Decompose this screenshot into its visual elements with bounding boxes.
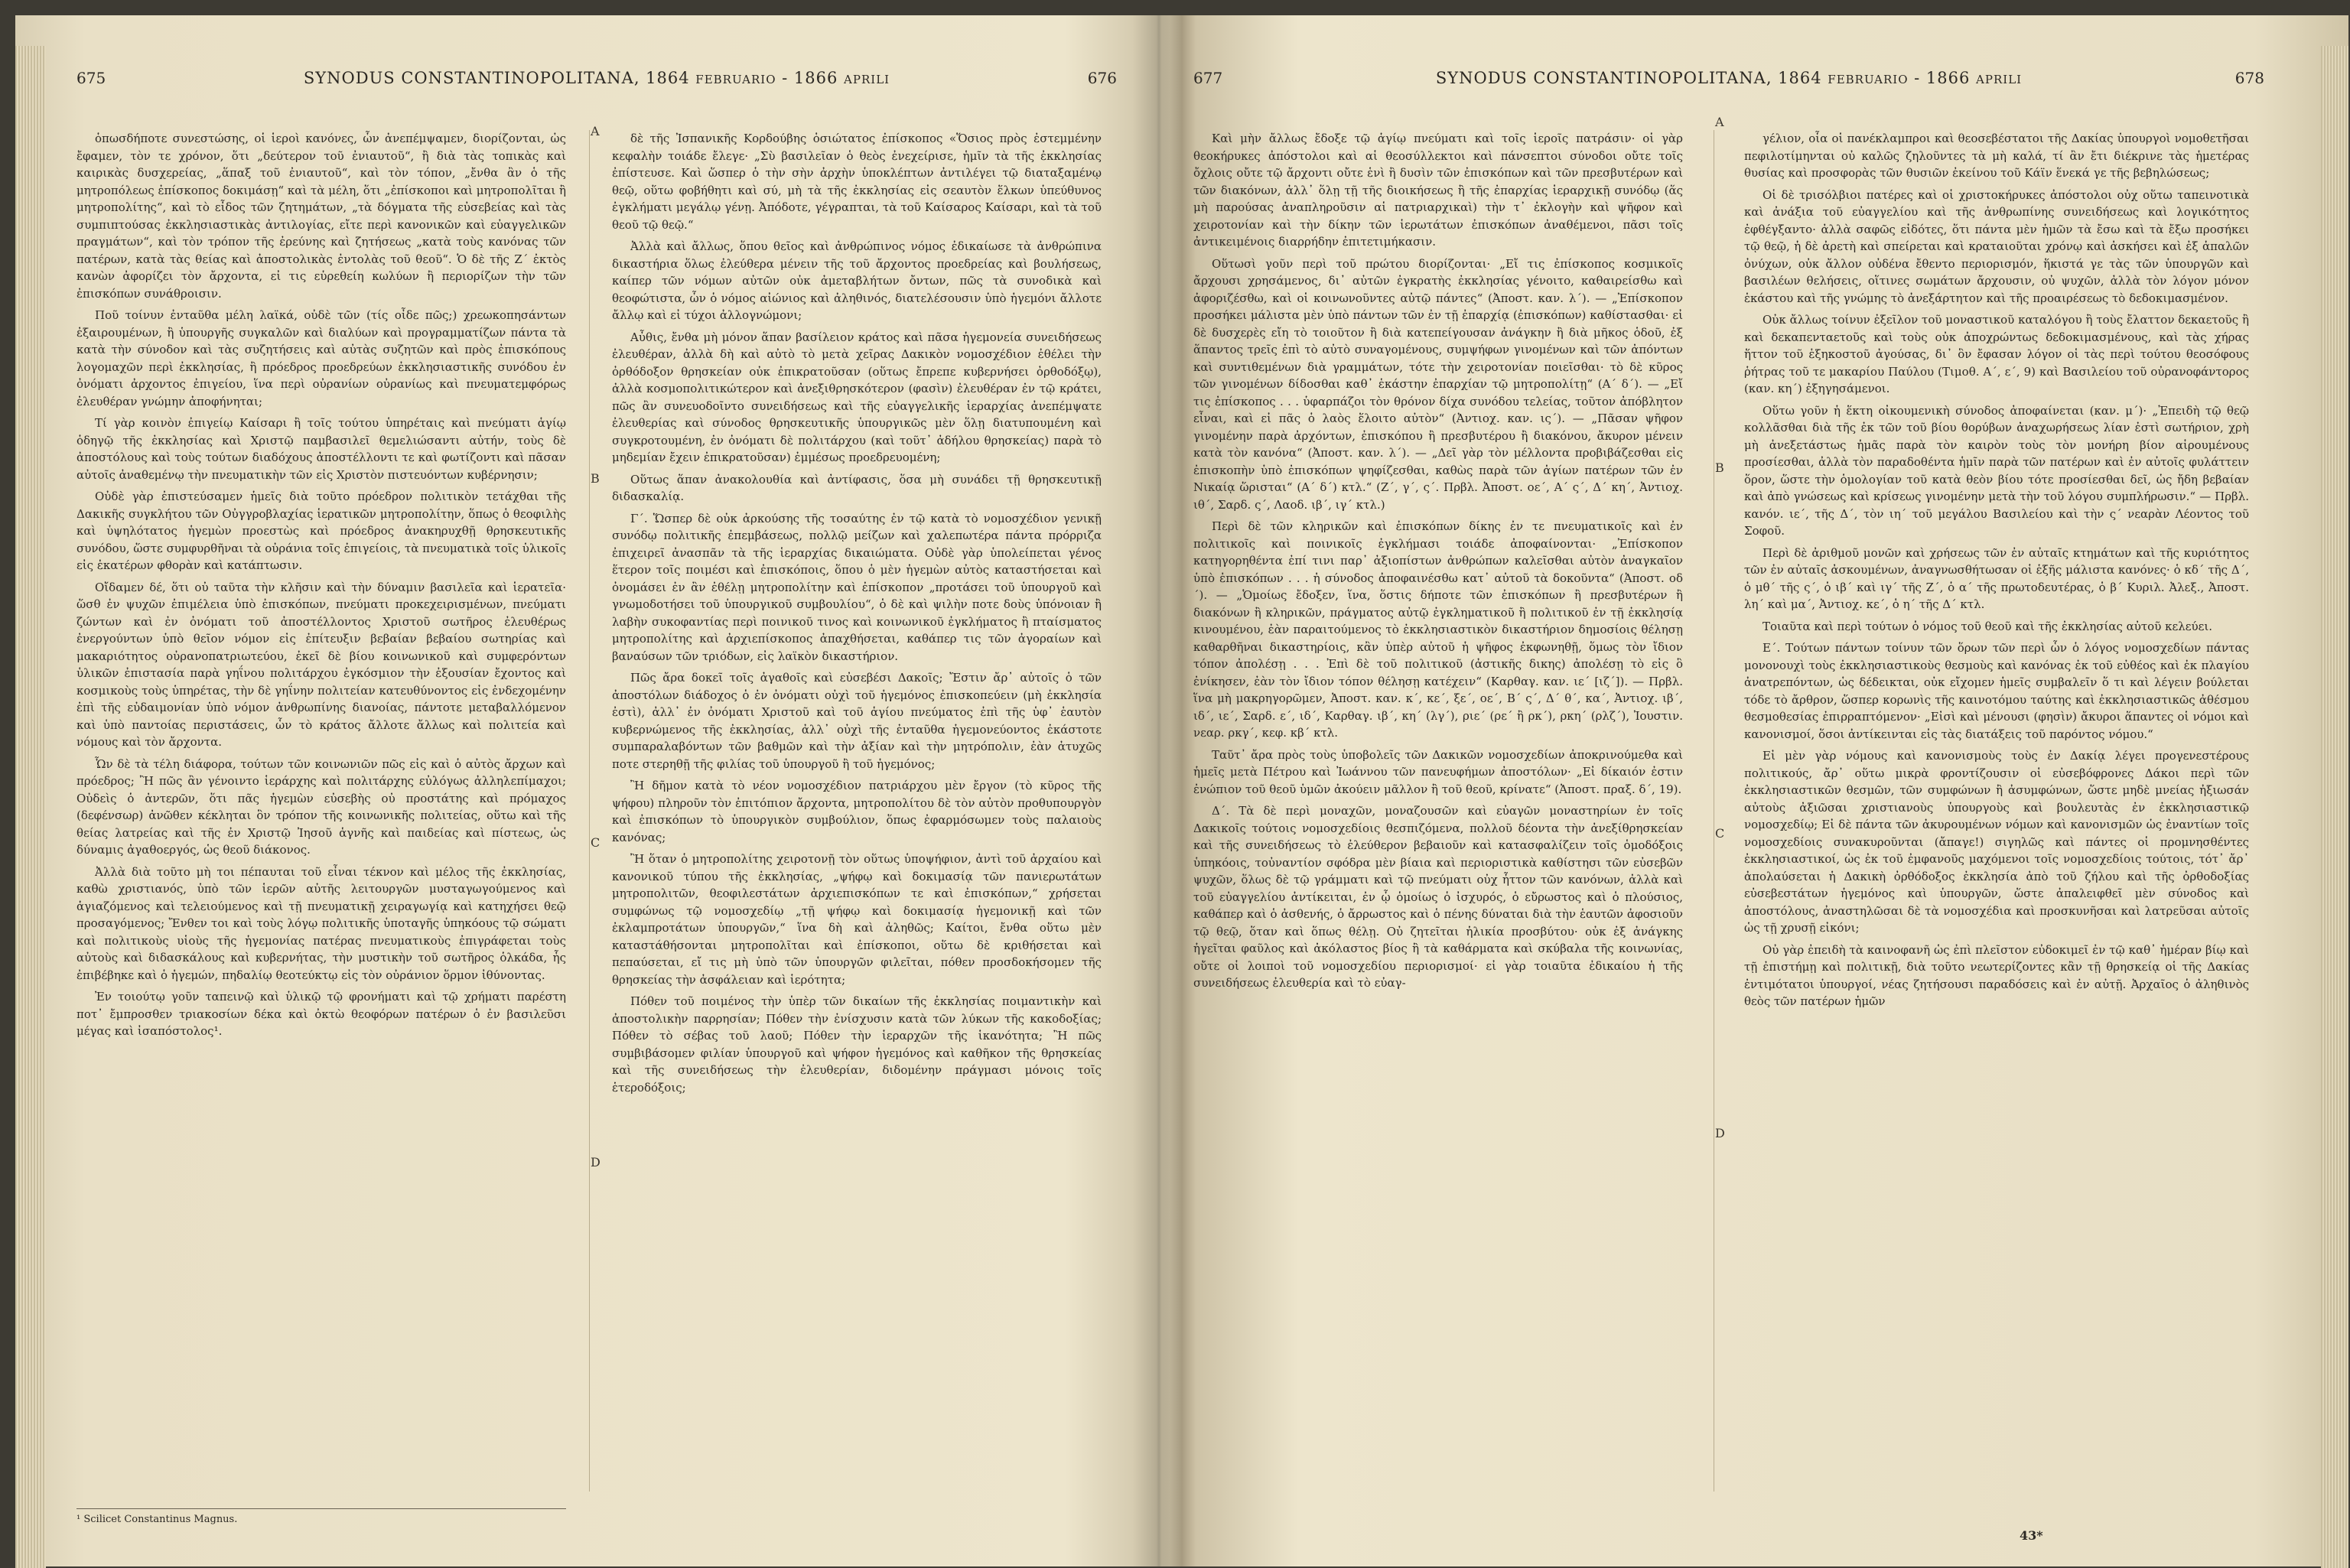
left-running-head	[76, 69, 1117, 99]
paragraph: Γ´. Ὥσπερ δὲ οὐκ ἀρκούσης τῆς τοσαύτης ἐν τῷ κατὰ τὸ νομοσχέδιον γενικῇ συνόδῳ πολιτικῆς ἐπεμβάσεως, πολλῷ μείζων καὶ χαλεπωτέρα πάντα πρόρριζα ἐπιχειρεῖ ἀνασπᾶν τὰ τῆς ἱεραρχίας δικαιώματα. Οὐδὲ γὰρ ὑπολείπεται γένος ἕτερον τοῖς ποιμέσι καὶ ἐπισκόποις, ὅπου ὁ μὲν ἡγεμὼν αὐτὸς καταστήσεται καὶ ὀνομάσει ἐν ἂν ἐθέλῃ μητροπολίτην καὶ ἐπίσκοπον „προτάσει τοῦ ὑπουργοῦ καὶ γνωμοδοτήσει τοῦ ὑπουργικοῦ συμβουλίου“, ὁ δὲ καὶ ψιλὴν ποτε δοὺς ὑπόνοιαν ἢ λαβὴν συκοφαντίας περὶ ποινικοῦ τινος καὶ κοινωνικοῦ ἐγκλήματος ἢ πταίσματος μητροπολίτης καὶ ἀρχιεπίσκοπος ἀπαχθήσεται, καθάπερ τις τῶν ἀγοραίων καὶ βαναύσων τῶν τριόδων, εἰς λαϊκὸν δικαστήριον.	[612, 511, 1102, 663]
paragraph: Καὶ μὴν ἄλλως ἔδοξε τῷ ἁγίῳ πνεύματι καὶ τοῖς ἱεροῖς πατράσιν· οἱ γὰρ θεοκήρυκες ἀπόστολοι καὶ αἱ θεοσύλλεκτοι καὶ πάνσεπτοι σύνοδοι οὔτε τοῖς ὄχλοις οὔτε τῷ ἄρχοντι οὔτε ἑνὶ ἢ δυσὶν τῶν ἐπισκόπων καὶ τῶν πρεσβυτέρων καὶ τῶν διακόνων, ἀλλ᾽ ὅλῃ τῇ τῆς διοικήσεως ἢ τῆς ἐπαρχίας ἱεραρχικῇ συνόδῳ (ἅς μὴ παρούσας ἀναπληροῦσιν αἱ πατριαρχικαὶ) τὴν τ᾽ ἐκλογὴν καὶ ψῆφον καὶ χειροτονίαν καὶ τὴν δίκην τῶν ἱερωτάτων ἐπισκόπων ἀναθέμενοι, πᾶσι τοῖς ἀντικειμένοις διαρρήδην ἐπιτετιμήκασιν.	[1193, 132, 1683, 249]
margin-letter-d: D	[591, 1155, 601, 1169]
paragraph: Οὕτωσὶ γοῦν περὶ τοῦ πρώτου διορίζονται· „Εἴ τις ἐπίσκοπος κοσμικοῖς ἄρχουσι χρησάμενος, δι᾽ αὐτῶν ἐγκρατὴς ἐκκλησίας γένοιτο, καθαιρείσθω καὶ ἀφοριζέσθω, καὶ οἱ κοινωνοῦντες αὐτῷ πάντες“ (Ἀποστ. καν. λ´). — „Ἐπίσκοπον προσήκει μάλιστα μὲν ὑπὸ πάντων τῶν ἐν τῇ ἐπαρχίᾳ (ἐπισκόπων) καθίστασθαι· εἰ δὲ δυσχερὲς εἴη τὸ τοιοῦτον ἢ διὰ κατεπείγουσαν ἀνάγκην ἢ διὰ μῆκος ὁδοῦ, ἐξ ἅπαντος τρεῖς ἐπὶ τὸ αὐτὸ συναγομένους, συμψήφων γινομένων καὶ τῶν ἀπόντων καὶ συντιθεμένων διὰ γραμμάτων, τότε τὴν χειροτονίαν ποιεῖσθαι· τὸ δὲ κῦρος τῶν γινομένων δίδοσθαι καθ᾽ ἑκάστην ἐπαρχίαν τῷ μητροπολίτῃ“ (Α´ δ´). — „Εἴ τις ἐπίσκοπος . . . ὑφαρπάζοι τὸν θρόνον δίχα συνόδου τελείας, τοῦτον ἀπόβλητον εἶναι, καὶ εἰ πᾶς ὁ λαὸς ἕλοιτο αὐτὸν“ (Ἀντιοχ. καν. ις´). — „Πᾶσαν ψῆφον γινομένην παρὰ ἀρχόντων, ἐπισκόπου ἢ πρεσβυτέρου ἢ διακόνου, ἄκυρον μένειν κατὰ τὸν κανόνα“ (Ἀποστ. καν. λ´). — „Δεῖ γὰρ τὸν μέλλοντα προβιβάζεσθαι εἰς ἐπισκοπὴν ὑπὸ ἐπισκόπων ψηφίζεσθαι, καθὼς παρὰ τῶν ἁγίων πατέρων τῶν ἐν Νικαίᾳ ὥρισται“ (Α´ δ´) κτλ.“ (Ζ´, γ´, ς´. Πρβλ. Ἀποστ. οε´, Α´ ς´, Δ´ κη´, Ἀντιοχ. ιθ´, Σαρδ. ς´, Λαοδ. ιβ´, ιγ´ κτλ.)	[1193, 256, 1683, 512]
left-page-column-2	[612, 130, 1102, 1492]
footnote: ¹ Scilicet Constantinus Magnus.	[76, 1508, 566, 1525]
paragraph: Ἐν τοιούτῳ γοῦν ταπεινῷ καὶ ὑλικῷ τῷ φρονήματι καὶ τῷ χρήματι παρέστη ποτ᾽ ἔμπροσθεν τριακοσίων δέκα καὶ ὀκτὼ θεοφόρων πατέρων ὁ ἐν βασιλεῦσι μέγας καὶ ἰσαπόστολος¹.	[76, 990, 566, 1038]
running-title: SYNODUS CONSTANTINOPOLITANA, 1864 februario - 1866 aprili	[303, 69, 890, 87]
margin-letter-a: A	[1715, 115, 1724, 129]
page-edges-right	[2321, 46, 2348, 1568]
paragraph: Οὐδὲ γὰρ ἐπιστεύσαμεν ἡμεῖς διὰ τοῦτο πρόεδρον πολιτικὸν τετάχθαι τῆς Δακικῆς συγκλήτου τῶν Οὐγγροβλαχίας ἱερατικῶν μητροπολίτην, ὅπως ὁ θεοφιλὴς καὶ ὑψηλότατος ἡγεμὼν προεστὼς καὶ πρόεδρος ἀνακηρυχθῇ θρησκευτικῆς συνόδου, ὥστε συμφυρθῆναι τὰ οὐράνια τοῖς ἐπιγείοις, τὰ πνευματικὰ τοῖς ὑλικοῖς εἰς ἑκατέρων φθορὰν καὶ κατάπτωσιν.	[76, 490, 566, 572]
paragraph: Ἀλλὰ καὶ ἄλλως, ὅπου θεῖος καὶ ἀνθρώπινος νόμος ἐδικαίωσε τὰ ἀνθρώπινα δικαστήρια ὅλως ἐλεύθερα μένειν τῆς τοῦ ἄρχοντος προεδρείας καὶ βουλήσεως, καίπερ τῶν νόμων αὐτῶν οὐκ ἀμεταβλήτων ὄντων, πῶς τὰ συνοδικὰ καὶ θεοφώτιστα, ὧν ὁ νόμος αἰώνιος καὶ ἀληθινός, διατελέσουσιν ὑπὸ ἡγεμόνι ἄλλοτε ἄλλῳ καὶ εἰ τύχοι ἀλλογνώμονι;	[612, 239, 1102, 322]
paragraph: Ἢ δῆμον κατὰ τὸ νέον νομοσχέδιον πατριάρχου μὲν ἔργον (τὸ κῦρος τῆς ψήφου) πληροῦν τὸν ἐπιτόπιον ἄρχοντα, μητροπολίτου δὲ τὸν αὐτὸν προθυπουργὸν καὶ ἐπισκόπων τὸ ὑπουργικὸν συμβούλιον, ὅπως ἐφαρμόσωμεν τοὺς παλαιοὺς κανόνας;	[612, 779, 1102, 844]
right-running-head	[1193, 69, 2264, 99]
paragraph: Τοιαῦτα καὶ περὶ τούτων ὁ νόμος τοῦ θεοῦ καὶ τῆς ἐκκλησίας αὐτοῦ κελεύει.	[1762, 619, 2213, 633]
page-number-675: 675	[76, 69, 106, 87]
paragraph: Πόθεν τοῦ ποιμένος τὴν ὑπὲρ τῶν δικαίων τῆς ἐκκλησίας ποιμαντικὴν καὶ ἀποστολικὴν παρρησίαν; Πόθεν τὴν ἐνίσχυσιν κατὰ τῶν λύκων τῆς κακοδοξίας; Πόθεν τὸ σέβας τοῦ λαοῦ; Πόθεν τὴν ἱεραρχῶν τῆς ἱκανότητα; Ἢ πῶς συμβιβάσομεν φιλίαν ὑπουργοῦ καὶ ψήφον ἡγεμόνος καὶ καθῆκον τῆς θρησκείας καὶ τῆς συνειδήσεως τὴν ἐλευθερίαν, διδομένην πράγμασι μόνοις τοῖς ἑτεροδόξοις;	[612, 994, 1102, 1095]
paragraph: Τί γὰρ κοινὸν ἐπιγείῳ Καίσαρι ἢ τοῖς τούτου ὑπηρέταις καὶ πνεύματι ἁγίῳ ὁδηγῷ τῆς ἐκκλησίας καὶ Χριστῷ παμβασιλεῖ θεμελιώσαντι αὐτήν, τοὺς δὲ ἀποστόλους καὶ τοὺς τούτων διαδόχους ἀποστέλλοντι τε καὶ φωτίζοντι καὶ πᾶσαν αὐτοῖς ἀναθεμένῳ τὴν πνευματικὴν τῶν εἰς Χριστὸν πιστευόντων κυβέρνησιν;	[76, 416, 566, 482]
paragraph: Οὐκ ἄλλως τοίνυν ἐξεῖλον τοῦ μοναστικοῦ καταλόγου ἢ τοὺς ἔλαττον δεκαετοῦς ἢ καὶ δεκαπενταετοῦς καὶ τοὺς οὐκ ἀποχρώντως δεδοκιμασμένους, καὶ τὰς χήρας ἥττον τοῦ ἑξηκοστοῦ ἀγούσας, δι᾽ ὃν ἔφασαν λόγον οἱ τὰς περὶ τούτου θεοσόφους ῥήτρας τοῦ τε μακαρίου Παύλου (Τιμοθ. Α´, ε´, 9) καὶ Βασιλείου τοῦ οὐρανοφάντορος (καν. κη´) ἐξηγησάμενοι.	[1744, 313, 2249, 395]
margin-letter-d: D	[1715, 1126, 1725, 1140]
paragraph: Ποῦ τοίνυν ἐνταῦθα μέλη λαϊκά, οὐδὲ τῶν (τίς οἶδε πῶς;) χρεωκοπησάντων ἐξαιρουμένων, ἢ ὑπουργῆς συγκαλῶν καὶ διαλύων καὶ προγραμματίζων πάντα τὰ κατὰ τὴν σύνοδον καὶ τὰς συζητήσεις καὶ αὐτὰς συζητῶν καὶ πρὸς ἐπισκόπους λογομαχῶν περὶ ἐκκλησίας, ἢ πρόεδρος προεδρεύων ἐκκλησιαστικῆς συνόδου ἐν ὀνόματι ἀρχοντος ἐπιγείου, ἵνα περὶ οὐρανίων οὐρανίως καὶ πνευματεμφόρως ἐλευθέραν γνώμην ἀποφήνηται;	[76, 308, 566, 408]
right-page-column-1	[1193, 130, 1683, 1492]
right-page	[1178, 15, 2280, 1566]
margin-letter-b: B	[591, 471, 600, 486]
paragraph: Αὖθις, ἔνθα μὴ μόνον ἅπαν βασίλειον κράτος καὶ πᾶσα ἡγεμονεία συνειδήσεως ἐλευθέραν, ἀλλὰ δὴ καὶ αὐτὸ τὸ μετὰ χεῖρας Δακικὸν νομοσχέδιον ἐθέλει τὴν ὀρθόδοξον θρησκείαν οὐκ ἐπικρατοῦσαν (οὕτως ἔπρεπε κυβερνήσει ὀρθοδόξῳ), ἀλλὰ κοσμοπολιτικώτερον καὶ ἀνεξιθρησκότερον (φασὶν) ἐλευθέραν ἐν τῷ κράτει, πῶς ἂν συνευοδοῖντο συνειδήσεως καὶ τῆς εὐαγγελικῆς ἱεραρχίας ἀνεπέμψατε ἐλευθερίας καὶ σύνοδος θρησκευτικῆς ὑπουργικῶς μὲν ὅλῃ διατυπουμένη καὶ συγκροτουμένη, ἐν ὀνόματι δὲ πολιτάρχου (καὶ τοῦτ᾽ ἀδήλου θρησκείας) παρὰ τὸ μηδεμίαν ἔχειν ἐπικρατοῦσαν) ἐμμέσως προεδρευομένη;	[612, 330, 1102, 464]
paragraph: Οἱ δὲ τρισόλβιοι πατέρες καὶ οἱ χριστοκήρυκες ἀπόστολοι οὐχ οὕτω ταπεινοτικὰ καὶ ἀνάξια τοῦ εὐαγγελίου καὶ τῆς ἀνθρωπίνης συνειδήσεως καὶ λογικότητος ἐφθέγξαντο· ἀλλὰ σαφῶς εἰδότες, ὅτι πάντα μὲν ἡμῶν τὰ ἔσω καὶ τὰ ἔξω προσήκει τῷ θεῷ, ἡ δὲ ἀρετὴ καὶ σπείρεται καὶ κραταιοῦται χρόνῳ καὶ ἀσκήσει καὶ ἐξ ἁπαλῶν ὀνύχων, οὐκ ἄλλον οὐδένα ἔθεντο περιορισμόν, ἥκιστά γε τὰς τῶν ὑπουργῶν καὶ βασιλέων θελήσεις, οἵτινες σωμάτων ἄρχουσιν, οὐ ψυχῶν, ἀλλὰ τὸν λόγον μόνον ἑκάστου καὶ τῆς γνώμης τὸ ἀνεξάρτητον καὶ τῆς προαιρέσεως τὸ δεδοκιμασμένον.	[1744, 187, 2249, 305]
page-number-678: 678	[2234, 69, 2264, 87]
paragraph: Οὐ γὰρ ἐπειδὴ τὰ καινοφανῆ ὡς ἐπὶ πλεῖστον εὐδοκιμεῖ ἐν τῷ καθ᾽ ἡμέραν βίῳ καὶ τῇ ἐπιστήμῃ καὶ πολιτικῇ, διὰ τοῦτο νεωτερίζοντες κἂν τῇ θρησκείᾳ οἱ τῆς Δακίας ἐντιμότατοι ὑπουργοί, νέας ζητήσουσι παραδόσεις καὶ ἐν αὐτῇ. Ἀρχαῖος ὁ ἀληθινὸς θεὸς τῶν πατέρων ἡμῶν	[1744, 942, 2249, 1008]
paragraph: Ε´. Τούτων πάντων τοίνυν τῶν ὅρων τῶν περὶ ὧν ὁ λόγος νομοσχεδίων πάντας μονονουχὶ τοὺς ἐκκλησιαστικοὺς θεσμοὺς καὶ κανόνας ἐκ τοῦ εὐθέος καὶ ἐκ πλαγίου ἀνατρεπόντων, ὡς δέδεικται, οὐκ εἴχομεν ἡμεῖς συμβαλεῖν ὅ τι καὶ λέγειν βούλεται τόδε τὸ ἄρθρον, ὥσπερ κορωνὶς τῆς καινοτόμου ταύτης καὶ ἐκκλησιαστικῶς ἀθέσμου θεσμοθεσίας ἐπιρραπτόμενον· „Εἰσὶ καὶ μένουσι (φησὶν) ἄκυροι ἅπαντες οἱ νόμοι καὶ κανονισμοί, ὅσοι ἀντίκεινται εἰς τὰς διατάξεις τοῦ παρόντος νόμου.“	[1744, 641, 2249, 741]
margin-letter-b: B	[1715, 460, 1724, 475]
page-edges-left	[15, 46, 46, 1568]
paragraph: Ταῦτ᾽ ἄρα πρὸς τοὺς ὑποβολεῖς τῶν Δακικῶν νομοσχεδίων ἀποκρινούμεθα καὶ ἡμεῖς μετὰ Πέτρου καὶ Ἰωάννου τῶν πανευφήμων ἀποστόλων· „Εἰ δίκαιόν ἐστιν ἐνώπιον τοῦ θεοῦ ὑμῶν ἀκούειν μᾶλλον ἢ τοῦ θεοῦ, κρίνατε“ (Ἀποστ. πραξ. δ´, 19).	[1193, 747, 1683, 796]
paragraph: Περὶ δὲ ἀριθμοῦ μονῶν καὶ χρήσεως τῶν ἐν αὐταῖς κτημάτων καὶ τῆς κυριότητος τῶν ἐν αὐταῖς ἀσκουμένων, ἀναγνωσθήτωσαν οἱ ἑξῆς μάλιστα κανόνες· ὁ κδ´ τῆς Δ´, ὁ μθ´ τῆς ς´, ὁ ιβ´ καὶ ιγ´ τῆς Ζ´, ὁ α´ τῆς πρωτοδευτέρας, ὁ β´ Κυριλ. Ἀλεξ., Ἀποστ. λη´ καὶ μα´, Ἀντιοχ. κε´, ὁ η´ τῆς Δ´ κτλ.	[1744, 545, 2249, 611]
margin-letter-c: C	[591, 835, 601, 850]
signature-mark: 43*	[2020, 1528, 2043, 1543]
margin-letter-c: C	[1715, 826, 1725, 841]
paragraph: Οὕτω γοῦν ἡ ἕκτη οἰκουμενικὴ σύνοδος ἀποφαίνεται (καν. μ´)· „Ἐπειδὴ τῷ θεῷ κολλᾶσθαι διὰ τῆς ἐκ τῶν τοῦ βίου θορύβων ἀναχωρήσεως λίαν ἐστὶ σωτήριον, χρὴ μὴ ἀνεξετάστως ἡμᾶς παρὰ τὸν καιρὸν τοὺς τὸν μονήρη βίον αἱρουμένους προσίεσθαι, ἀλλὰ τὸν παραδοθέντα ἡμῖν παρὰ τῶν πατέρων καὶ ἐν αὐτοῖς φυλάττειν ὅρον, ὥστε τὴν ὁμολογίαν τοῦ κατὰ θεὸν βίου τότε προσίεσθαι δεῖ, ὡς ἤδη βεβαίαν καὶ ἀπὸ γνώσεως καὶ κρίσεως γινομένην μετὰ τὴν τοῦ λόγου συμπλήρωσιν.“ — Πρβλ. κανόν. ιε´, τῆς Δ´, τὸν ιη´ τοῦ μεγάλου Βασιλείου καὶ τὴν ς´ νεαρὰν Λέοντος τοῦ Σοφοῦ.	[1744, 403, 2249, 538]
paragraph: Οὕτως ἅπαν ἀνακολουθία καὶ ἀντίφασις, ὅσα μὴ συνάδει τῇ θρησκευτικῇ διδασκαλίᾳ.	[612, 472, 1102, 503]
open-book	[15, 15, 2348, 1566]
paragraph: Δ´. Τὰ δὲ περὶ μοναχῶν, μοναζουσῶν καὶ εὐαγῶν μοναστηρίων ἐν τοῖς Δακικοῖς τούτοις νομοσχεδίοις θεσπιζόμενα, πολλοῦ δέοντα τὴν ἀνεξίθρησκείαν καὶ τῆς συνειδήσεως τὸ ἐλεύθερον βεβαιοῦν καὶ κατασφαλίζειν τοῖς ὁμοδόξοις ὑπηκόοις, τοὐναντίον σφόδρα μὲν βίαια καὶ περιοριστικὰ καθίστησι τῶν εὐσεβῶν ψυχῶν, ὅλως δὲ τῷ γράμματι καὶ τῷ πνεύματι οὐχ ἧττον τῶν κανόνων, ἀλλὰ καὶ τοῦ εὐαγγελίου ἀντίκειται, ἐν ᾧ ὁμοίως ὁ ἰσχυρός, ὁ εὔρωστος καὶ ὁ πλούσιος, καθάπερ καὶ ὁ ἀσθενής, ὁ ἄρρωστος καὶ ὁ πένης δύναται διὰ τὴν ἑαυτῶν ἀφοσιοῦν τῷ θεῷ, ὅταν καὶ ὅπως θέλῃ. Οὐ ζητεῖται ἡλικία προσβύτου· οὐκ ἐξ ἀνάγκης ἡγεῖται φαῦλος καὶ ἀκόλαστος βίος ἢ τὰ καθάρματα καὶ σκύβαλα τῆς κοινωνίας, οὔτε οἱ λοιποὶ τοῦ νομοσχεδίου περιορισμοί· εἰ γὰρ τοιαῦτα ἐδικαίου ἡ τῆς συνειδήσεως ἐλευθερία καὶ τὸ εὐαγ-	[1193, 804, 1683, 990]
paragraph: Ἢ ὅταν ὁ μητροπολίτης χειροτονῇ τὸν οὕτως ὑποψήφιον, ἀντὶ τοῦ ἀρχαίου καὶ κανονικοῦ τύπου τῆς ἐκκλησίας, „ψήφῳ καὶ δοκιμασίᾳ τῶν πανιερωτάτων μητροπολιτῶν, θεοφιλεστάτων ἀρχιεπισκόπων τε καὶ ἐπισκόπων,“ χρήσεται συμφώνως τῷ νομοσχεδίῳ „τῇ ψήφῳ καὶ δοκιμασίᾳ ἡγεμονικῇ καὶ τῶν ἐκλαμπροτάτων ὑπουργῶν,“ ἵνα δὴ καὶ ἀληθῶς; Καίτοι, ἔνθα οὕτω μὲν καταστάθήσονται μητροπολῖται καὶ ἐπίσκοποι, οὕτω δὲ κριθήσεται καὶ πεπαύσεται, εἴ τις μὴ ὑπὸ τῶν ὑπουργῶν φιλεῖται, πόθεν προσδοκήσομεν τῆς θρησκείας τὴν ἀσφάλειαν καὶ ἱερότητα;	[612, 852, 1102, 987]
paragraph: Περὶ δὲ τῶν κληρικῶν καὶ ἐπισκόπων δίκης ἐν τε πνευματικοῖς καὶ ἐν πολιτικοῖς καὶ ποινικοῖς ἐγκλήμασι τοιάδε ἀποφαίνονται· „Ἐπίσκοπον κατηγορηθέντα ἐπί τινι παρ᾽ ἀξιοπίστων ἀνθρώπων καλεῖσθαι αὐτὸν ἀναγκαῖον ὑπὸ ἐπισκόπων . . . ἡ σύνοδος ἀποφαινέσθω κατ᾽ αὐτοῦ τὰ δοκοῦντα“ (Ἀποστ. οδ´). — „Ὁμοίως ἔδοξεν, ἵνα, ὅστις δήποτε τῶν ἐπισκόπων ἢ πρεσβυτέρων ἢ διακόνων ἢ κληρικῶν, πράγματος αὐτῷ ἐγκληματικοῦ ἢ πολιτικοῦ ἐν τῇ ἐκκλησίᾳ κινουμένου, ἐὰν παραιτούμενος τὸ ἐκκλησιαστικὸν δικαστήριον δημοσίοις θέλησῃ καθαρθῆναι δικαστηρίοις, κἂν ὑπὲρ αὐτοῦ ἡ ψῆφος ἐκφωνηθῇ, ὅμως τὸν ἴδιον τόπον ἀπολέσῃ . . . Ἐπὶ δὲ τοῦ πολιτικοῦ (ἀστικῆς δικης) ἀπολέσῃ τὸ εἰς ὃ ἐνίκησεν, ἐὰν τὸν ἴδιον τόπον θέλησῃ κατέχειν“ (Καρθαγ. καν. ιε´ [ιζ´]). — Πρβλ. ἵνα μὴ μακρηγορῶμεν, Ἀποστ. καν. κ´, κε´, ξε´, οε´, Β´ ς´, Δ´ θ´, κα´, Ἀντιοχ. ιβ´, ιδ´, ιε´, Σαρδ. ε´, ιδ´, Καρθαγ. ιβ´, κη´ (λγ´), ριε´ (ρε´ ἢ ρκ´), ρκη´ (ρλζ´), Ἰουστιν. νεαρ. ρκγ´, κεφ. κβ´ κτλ.	[1193, 519, 1683, 740]
page-number-677: 677	[1193, 69, 1223, 87]
paragraph: Ὧν δὲ τὰ τέλη διάφορα, τούτων τῶν κοινωνιῶν πῶς εἰς καὶ ὁ αὐτὸς ἄρχων καὶ πρόεδρος; Ἢ πῶς ἂν γένοιντο ἱεράρχης καὶ πολιτάρχης εὐλόγως ἀλληλεπίμαχοι; Οὐδεὶς ὁ ἀντερῶν, ὅτι πᾶς ἡγεμὼν εὐσεβὴς οὐ προστάτης καὶ πρόμαχος (δεφένσωρ) ἀνῶθεν κέκληται ὃν τρόπον τῆς κοινωνικῆς πολιτείας, οὕτω καὶ τῆς θείας λατρείας καὶ τῆς ἐν Χριστῷ Ἰησοῦ ἁγνῆς καὶ παιδείας καὶ πίστεως, ὡς δύναμις ἀγαθοεργός, ὡς θεοῦ διάκονος.	[76, 756, 566, 857]
page-number-676: 676	[1087, 69, 1117, 87]
paragraph: Εἰ μὲν γὰρ νόμους καὶ κανονισμοὺς τοὺς ἐν Δακίᾳ λέγει προγενεστέρους πολιτικούς, ἄρ᾽ οὕτω μικρὰ φροντίζουσιν οἱ εὐσεβόφρονες Δάκοι περὶ τῶν ἐκκλησιαστικῶν θεσμῶν, τῶν συμφώνων ἢ ἀσυμφώνων, ὥστε μηδὲ μνείας ἠξιωσάν αὐτοὺς ἀξιῶσαι χριστιανοὺς ὑπουργοὺς καὶ βουλευτὰς ἐν ἐκκλησιαστικῷ νομοσχεδίῳ; Εἰ δὲ πάντα τῶν ἀκυρουμένων νόμων καὶ κανονισμῶν ὡς ἐναντίων τοῖς νομοσχεδίοις συνακυροῦνται (ἄπαγε!) σιγηλῶς καὶ πάντες οἱ προμνησθέντες ἐκκλησιαστικοί, ὡς ἐκ τοῦ ἐμφανοῦς μαχόμενοι τοῖς νομοσχεδίοις τούτοις, τότ᾽ ἄρ᾽ ἀπολαύσεται ἡ Δακικὴ ὀρθόδοξος ἐκκλησία ἀπὸ τοῦ ζήλου καὶ τῆς ὀρθοδοξίας εὐσεβεστάτων ἡγεμόνος καὶ ὑπουργῶν, ὥστε ἀπαλειφθεῖ μὲν σύνοδος καὶ ἀποστόλους, ἀναστηλῶσαι δὲ τὰ νομοσχέδια καὶ προσκυνῆσαι καὶ λατρεῦσαι αὐτοῖς ὡς τῇ χρυσῇ εἰκόνι;	[1744, 749, 2249, 935]
running-title: SYNODUS CONSTANTINOPOLITANA, 1864 februario - 1866 aprili	[1435, 69, 2023, 87]
paragraph: Οἴδαμεν δέ, ὅτι οὐ ταῦτα τὴν κλῆσιν καὶ τὴν δύναμιν βασιλεῖα καὶ ἱερατεῖα· ὥσθ ἐν ψυχῶν ἐπιμέλεια ὑπὸ ἐπισκόπων, πνεύματι προκεχειρισμένων, πνεύματι ζώντων καὶ ἐν ὀνόματι τοῦ ἀποστέλλοντος Χριστοῦ σωτῆρος ἐλευθέρως ἐνεργούντων ὑπὸ θεῖον νόμον εἰς ἐπίτευξιν βεβαίαν βεβαίου σωτηρίας καὶ μακαριότητος οὐρανοπατριωτεύου, ἐκεῖ δὲ βίου κοινωνικοῦ καὶ συμφερόντων ὑλικῶν ἐπιστασία παρὰ γηΐνου πολιτάρχου ἐγκόσμιον τὴν ἐξουσίαν ἔχοντος καὶ κοσμικοὺς τοὺς ὑπηρέτας, τὴν δὲ γηΐνην πολιτείαν κατευθύνοντος εἰς ἐνδεχομένην ἐπὶ τῆς εὐδαιμονίαν ὑπὸ νόμον ἀνθρωπίνης διανοίας, πάντοτε μεταβαλλόμενον καὶ ὑπὸ παντοίας περιστάσεις, ὧν τὸ κράτος ἄλλοτε ἄλλως καὶ πολιτεία καὶ νόμους καὶ τὸν ἄρχοντα.	[76, 580, 566, 749]
paragraph: γέλιον, οἷα οἱ πανέκλαμπροι καὶ θεοσεβέστατοι τῆς Δακίας ὑπουργοὶ νομοθετῆσαι πεφιλοτίμηνται οὐ καλῶς ζηλοῦντες τὰ μὴ καλά, τί ἂν ἔτι διέκρινε τὰς ἡμετέρας θυσίας καὶ προσφορὰς τῶν θυσιῶν ἐκείνου τοῦ Κάϊν ἕνεκά γε τῆς βεβηλώσεως;	[1744, 132, 2249, 180]
column-divider	[589, 130, 590, 1492]
right-page-column-2	[1744, 130, 2249, 1492]
left-page	[61, 15, 1132, 1566]
paragraph: δὲ τῆς Ἰσπανικῆς Κορδούβης ὁσιώτατος ἐπίσκοπος «Ὅσιος πρὸς ἐστεμμένην κεφαλὴν τοιάδε ἔλεγε· „Σὺ βασιλεῖαν ὁ θεὸς ἐνεχείρισε, ἡμῖν τὰ τῆς ἐκκλησίας ἐπίστευσε. Καὶ ὥσπερ ὁ τὴν σὴν ἀρχὴν ὑποκλέπτων ἀντιλέγει τῷ διαταξαμένῳ θεῷ, οὕτω φοβήθητι καὶ σύ, μὴ τὰ τῆς ἐκκλησίας εἰς σεαυτὸν ἕλκων ὑπεύθυνος ἐγκλήματι μεγάλῳ γένῃ. Ἀπόδοτε, γέγραπται, τὰ τοῦ Καίσαρος Καίσαρι, καὶ τὰ τοῦ θεοῦ τῷ θεῷ.“	[612, 132, 1102, 232]
left-page-column-1	[76, 130, 566, 1492]
paragraph: ὁπωσδήποτε συνεστώσης, οἱ ἱεροὶ κανόνες, ὧν ἀνεπέμψαμεν, διορίζονται, ὡς ἔφαμεν, τὸν τε χρόνον, ὅτι „δεύτερον τοῦ ἐνιαυτοῦ“, ἢ διὰ τὰς τοπικὰς καὶ καιρικὰς δυσχερείας, „ἅπαξ τοῦ ἐνιαυτοῦ“, καὶ τὸν τόπον, „ἔνθα ἂν ὁ τῆς μητροπόλεως ἐπίσκοπος δοκιμάσῃ“ καὶ τὰ μέλη, ὅτι „ἐπίσκοποι καὶ μητροπολῖται ἢ μητροπολίτης“, καὶ τὸ εἶδος τῶν ζητημάτων, „τὰ δόγματα τῆς εὐσεβείας καὶ τὰς συμπιπτούσας ἐκκλησιαστικὰς ἀντιλογίας, εἴτε περὶ κανονικῶν καὶ εὐαγγελικῶν πραγμάτων“, καὶ τὸν τρόπον τῆς ἐρεύνης καὶ ζητήσεως „κατὰ τοὺς κανόνας τῶν πατέρων, κατὰ τὰς θείας καὶ ἀποστολικὰς ἐντολὰς τοῦ θεοῦ“. Ὁ δὲ τῆς Ζ´ ἐκτὸς κανὼν ἀφορίζει τὸν ἄρχοντα, εἰ τις εὑρεθείη κωλύων ἢ περιορίζων τὴν τῶν ἐπισκόπων συνάθροισιν.	[76, 132, 566, 301]
margin-letter-a: A	[591, 124, 600, 138]
paragraph: Πῶς ἄρα δοκεῖ τοῖς ἀγαθοῖς καὶ εὐσεβέσι Δακοῖς; Ἔστιν ἄρ᾽ αὐτοῖς ὁ τῶν ἀποστόλων διάδοχος ὁ ἐν ὀνόματι οὐχὶ τοῦ ἡγεμόνος ἐπισκοπεύειν (μὴ ἐκκλησία ἐστὶ), ἀλλ᾽ ἐν ὀνόματι Χριστοῦ καὶ τοῦ ἁγίου πνεύματος ἐπὶ τῆς ὑφ᾽ ἑαυτὸν κυβερνώμενος τῆς ἐκκλησίας, ἀλλ᾽ οὐχὶ τῆς ἐνταῦθα ἡγεμονεύοντος ἑκάστοτε συμπαραλαβόντων τῶν βαθμῶν καὶ τὴν ἀξίαν καὶ τὴν μητρόπολιν, ἐὰν ἀτυχῶς ποτε στερηθῇ τῆς φιλίας τοῦ ὑπουργοῦ ἢ τοῦ ἡγεμόνος;	[612, 671, 1102, 771]
paragraph: Ἀλλὰ διὰ τοῦτο μὴ τοι πέπαυται τοῦ εἶναι τέκνον καὶ μέλος τῆς ἐκκλησίας, καθὼ χριστιανός, ὑπὸ τῶν ἱερῶν αὐτῆς λειτουργῶν μυσταγωγούμενος καὶ ἁγιαζόμενος καὶ τελειούμενος καὶ τῇ πνευματικῇ χειραγωγίᾳ καὶ κατηχήσει θεῷ προσαγόμενος; Ἔνθεν τοι καὶ τοὺς λόγῳ πολιτικῆς ὑποταγῆς ὑπηκόους τῷ σώματι καὶ πολιτικοὺς υἱοὺς τῆς ἡγεμονίας πατέρας πνευματικοὺς ἐπιγράφεται τοὺς αὐτοὺς καὶ διδασκάλους καὶ κυβερνήτας, τὴν μυστικὴν τοῦ σωτῆρος ὁλκάδα, ἧς ἐπιβέβηκε καὶ ὁ ἡγεμών, πηδαλίῳ θεοτεύκτῳ εἰς τὸν οὐράνιον ὅρμον ἰθύνοντας.	[76, 864, 566, 982]
